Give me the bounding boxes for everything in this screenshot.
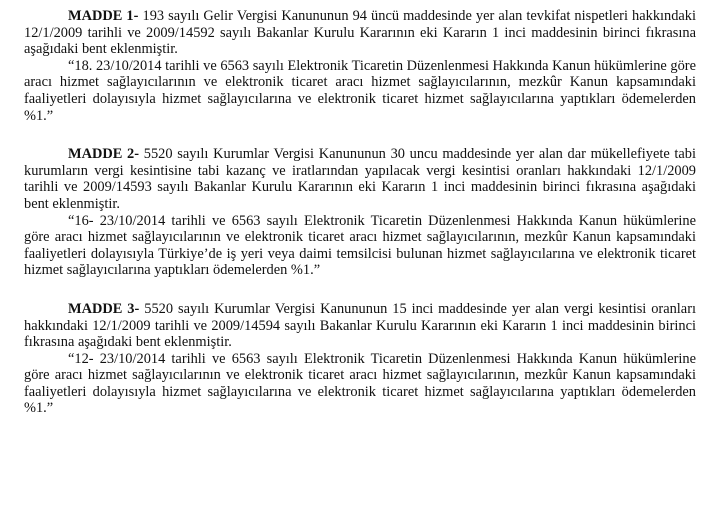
article-3	[24, 301, 696, 417]
article-2-intro-text: 5520 sayılı Kurumlar Vergisi Kanununun 30 uncu maddesinde yer alan dar mükellefiyete tabi kurumların vergi kesintisine tabi kazanç ve iratlarından yapılacak vergi kesintisi oranları hakkındaki 12/1/2009 tarihli ve 2009/14593 sayılı Bakanlar Kurulu Kararının eki Kararın 1 inci maddesinin birinci fıkrasına aşağıdaki bent eklenmiştir.	[24, 146, 697, 212]
article-1-heading: MADDE 1-	[68, 8, 139, 24]
article-1	[24, 8, 696, 124]
article-3-intro-text: 5520 sayılı Kurumlar Vergisi Kanununun 15 inci maddesinde yer alan vergi kesintisi oranları hakkındaki 12/1/2009 tarihli ve 2009/14594 sayılı Bakanlar Kurulu Kararının eki Kararın 1 inci maddesinin birinci fıkrasına aşağıdaki bent eklenmiştir.	[24, 300, 696, 351]
article-2-quoted-clause: “16- 23/10/2014 tarihli ve 6563 sayılı Elektronik Ticaretin Düzenlenmesi Hakkında Kanun hükümlerine göre aracı hizmet sağlayıcılarının ve elektronik ticaret aracı hizmet sağlayıcılarının, mezkûr Kanun kapsamındaki faaliyetleri dolayısıyla Türkiye’de iş yeri veya daimi temsilcisi bulunan hizmet sağlayıcılarına ve elektronik ticaret hizmet sağlayıcılarına yaptıkları ödemelerden %1.”	[24, 212, 696, 279]
article-3-intro-paragraph	[24, 301, 696, 351]
article-1-intro-paragraph	[24, 8, 696, 58]
article-1-quoted-clause: “18. 23/10/2014 tarihli ve 6563 sayılı Elektronik Ticaretin Düzenlenmesi Hakkında Kanun hükümlerine göre aracı hizmet sağlayıcılarının ve elektronik ticaret aracı hizmet sağlayıcılarının, mezkûr Kanun kapsamındaki faaliyetleri dolayısıyla hizmet sağlayıcılarına ve elektronik ticaret hizmet sağlayıcılarına yaptıkları ödemelerden %1.”	[24, 57, 696, 124]
article-3-quoted-clause: “12- 23/10/2014 tarihli ve 6563 sayılı Elektronik Ticaretin Düzenlenmesi Hakkında Kanun hükümlerine göre aracı hizmet sağlayıcılarının ve elektronik ticaret aracı hizmet sağlayıcılarının, mezkûr Kanun kapsamındaki faaliyetleri dolayısıyla hizmet sağlayıcılarına ve elektronik ticaret hizmet sağlayıcılarına yaptıkları ödemelerden %1.”	[24, 350, 696, 417]
article-3-heading: MADDE 3-	[68, 300, 140, 317]
article-1-intro-text: 193 sayılı Gelir Vergisi Kanununun 94 üncü maddesinde yer alan tevkifat nispetleri hakkındaki 12/1/2009 tarihli ve 2009/14592 sayılı Bakanlar Kurulu Kararının eki Kararın 1 inci maddesinin birinci fıkrasına aşağıdaki bent eklenmiştir.	[24, 8, 696, 58]
article-2-intro-paragraph	[24, 146, 696, 212]
article-2-heading: MADDE 2-	[68, 146, 140, 163]
article-2	[24, 146, 696, 279]
